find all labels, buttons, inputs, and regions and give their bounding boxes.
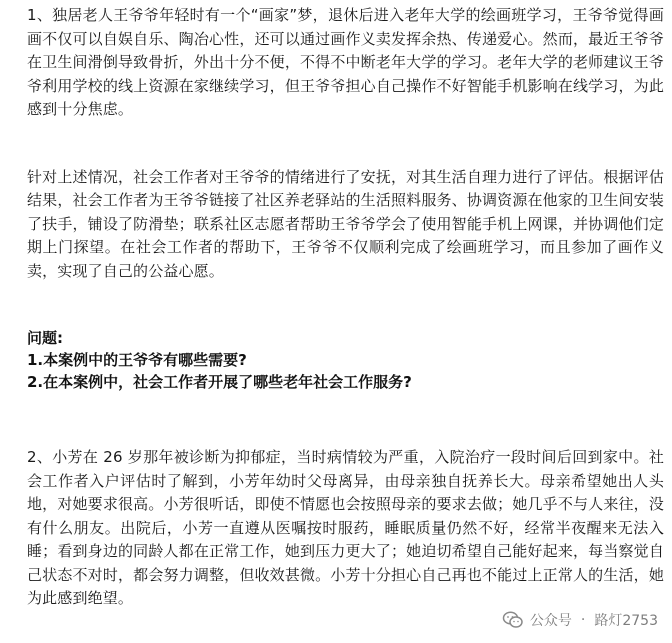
- question-1: 1.本案例中的王爷爷有哪些需要?: [27, 351, 247, 369]
- case1-paragraph-2: 针对上述情况，社会工作者对王爷爷的情绪进行了安抚，对其生活自理力进行了评估。根据评估结果，社会工作者为王爷爷链接了社区养老驿站的生活照料服务、协调资源在他家的卫生间安装了扶手，铺设了防滑垫；联系社区志愿者帮助王爷爷学会了使用智能手机上网课，并协调他们定期上门探望。在社会工作者的帮助下，王爷爷不仅顺利完成了绘画班学习，而且参加了画作义卖，实现了自己的公益心愿。: [27, 167, 664, 280]
- watermark-prefix: 公众号: [529, 613, 572, 629]
- wechat-icon: [502, 609, 524, 631]
- watermark-name: 路灯2753: [594, 613, 658, 629]
- watermark-separator: ·: [580, 612, 586, 628]
- questions-heading: 问题:: [27, 329, 63, 347]
- question-2: 2.在本案例中，社会工作者开展了哪些老年社会工作服务?: [27, 373, 412, 391]
- questions-block: [27, 327, 664, 393]
- case2-paragraph-1: 2、小芳在 26 岁那年被诊断为抑郁症，当时病情较为严重，入院治疗一段时间后回到家中。社会工作者入户评估时了解到，小芳年幼时父母离异，由母亲独自抚养长大。母亲希望她出人头地，对她要求很高。小芳很听话，即使不情愿也会按照母亲的要求去做；她几乎不与人来往，没有什么朋友。出院后，小芳一直遵从医嘱按时服药，睡眠质量仍然不好，经常半夜醒来无法入睡；看到身边的同龄人都在正常工作，她到压力更大了；她迫切希望自己能好起来，每当察觉自己状态不对时，都会努力调整，但收效甚微。小芳十分担心自己再也不能过上正常人的生活，她为此感到绝望。: [27, 448, 664, 607]
- case1-paragraph-1: 1、独居老人王爷爷年轻时有一个“画家”梦，退休后进入老年大学的绘画班学习，王爷爷觉得画画不仅可以自娱自乐、陶冶心性，还可以通过画作义卖发挥余热、传递爱心。然而，最近王爷爷在卫生间滑倒导致骨折，外出十分不便，不得不中断老年大学的学习。老年大学的老师建议王爷爷利用学校的线上资源在家继续学习，但王爷爷担心自己操作不好智能手机影响在线学习，为此感到十分焦虑。: [27, 6, 664, 118]
- watermark: [502, 609, 658, 631]
